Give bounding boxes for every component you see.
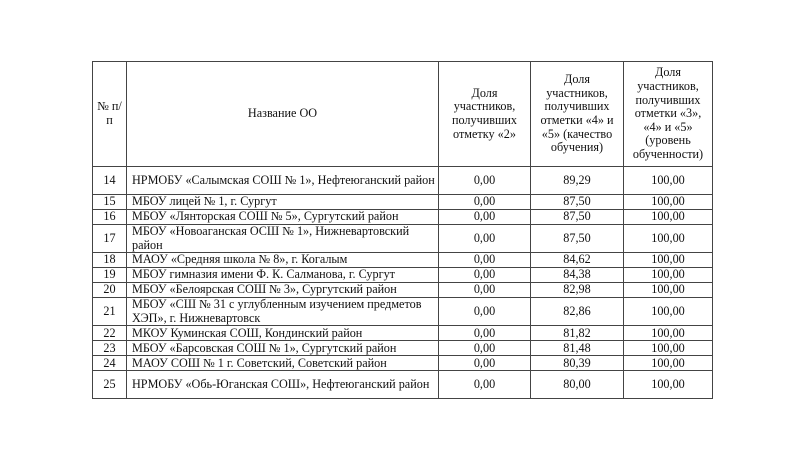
quality-value: 81,82 bbox=[531, 326, 624, 341]
quality-value: 81,48 bbox=[531, 341, 624, 356]
row-number: 16 bbox=[93, 210, 127, 225]
school-name: МБОУ «СШ № 31 с углубленным изучением предметов ХЭП», г. Нижневартовск bbox=[127, 298, 439, 326]
share-grade-2: 0,00 bbox=[439, 210, 531, 225]
share-grade-2: 0,00 bbox=[439, 298, 531, 326]
share-grade-2: 0,00 bbox=[439, 356, 531, 371]
school-name: МАОУ «Средняя школа № 8», г. Когалым bbox=[127, 253, 439, 268]
table-row bbox=[93, 268, 713, 283]
table-row bbox=[93, 195, 713, 210]
level-value: 100,00 bbox=[624, 167, 713, 195]
school-name: МБОУ гимназия имени Ф. К. Салманова, г. Сургут bbox=[127, 268, 439, 283]
row-number: 22 bbox=[93, 326, 127, 341]
share-grade-2: 0,00 bbox=[439, 225, 531, 253]
school-name: МБОУ «Новоаганская ОСШ № 1», Нижневартовский район bbox=[127, 225, 439, 253]
row-number: 23 bbox=[93, 341, 127, 356]
table-row bbox=[93, 356, 713, 371]
quality-value: 87,50 bbox=[531, 210, 624, 225]
share-grade-2: 0,00 bbox=[439, 283, 531, 298]
table-row bbox=[93, 225, 713, 253]
quality-value: 87,50 bbox=[531, 225, 624, 253]
school-name: МБОУ «Барсовская СОШ № 1», Сургутский район bbox=[127, 341, 439, 356]
quality-value: 87,50 bbox=[531, 195, 624, 210]
table-row bbox=[93, 371, 713, 399]
row-number: 15 bbox=[93, 195, 127, 210]
quality-value: 82,98 bbox=[531, 283, 624, 298]
row-number: 17 bbox=[93, 225, 127, 253]
share-grade-2: 0,00 bbox=[439, 341, 531, 356]
row-number: 24 bbox=[93, 356, 127, 371]
school-name: МБОУ «Белоярская СОШ № 3», Сургутский район bbox=[127, 283, 439, 298]
results-table bbox=[92, 61, 713, 399]
school-name: НРМОБУ «Салымская СОШ № 1», Нефтеюганский район bbox=[127, 167, 439, 195]
level-value: 100,00 bbox=[624, 283, 713, 298]
quality-value: 80,39 bbox=[531, 356, 624, 371]
share-grade-2: 0,00 bbox=[439, 253, 531, 268]
table-row bbox=[93, 253, 713, 268]
share-grade-2: 0,00 bbox=[439, 268, 531, 283]
quality-value: 84,38 bbox=[531, 268, 624, 283]
quality-value: 89,29 bbox=[531, 167, 624, 195]
level-value: 100,00 bbox=[624, 195, 713, 210]
share-grade-2: 0,00 bbox=[439, 195, 531, 210]
table-row bbox=[93, 210, 713, 225]
row-number: 19 bbox=[93, 268, 127, 283]
level-value: 100,00 bbox=[624, 341, 713, 356]
table-row bbox=[93, 341, 713, 356]
quality-value: 84,62 bbox=[531, 253, 624, 268]
school-name: НРМОБУ «Обь-Юганская СОШ», Нефтеюганский район bbox=[127, 371, 439, 399]
row-number: 14 bbox=[93, 167, 127, 195]
quality-value: 80,00 bbox=[531, 371, 624, 399]
table-row bbox=[93, 298, 713, 326]
row-number: 21 bbox=[93, 298, 127, 326]
level-value: 100,00 bbox=[624, 253, 713, 268]
share-grade-2: 0,00 bbox=[439, 371, 531, 399]
table-header-row bbox=[93, 62, 713, 167]
level-value: 100,00 bbox=[624, 210, 713, 225]
school-name: МКОУ Куминская СОШ, Кондинский район bbox=[127, 326, 439, 341]
school-name: МБОУ «Лянторская СОШ № 5», Сургутский район bbox=[127, 210, 439, 225]
header-school-name: Название ОО bbox=[127, 62, 439, 167]
level-value: 100,00 bbox=[624, 371, 713, 399]
header-number: № п/п bbox=[93, 62, 127, 167]
level-value: 100,00 bbox=[624, 326, 713, 341]
level-value: 100,00 bbox=[624, 225, 713, 253]
header-quality: Доля участников, получивших отметки «4» и «5» (качество обучения) bbox=[531, 62, 624, 167]
row-number: 18 bbox=[93, 253, 127, 268]
level-value: 100,00 bbox=[624, 356, 713, 371]
table-row bbox=[93, 326, 713, 341]
row-number: 20 bbox=[93, 283, 127, 298]
share-grade-2: 0,00 bbox=[439, 167, 531, 195]
header-level: Доля участников, получивших отметки «3», «4» и «5» (уровень обученности) bbox=[624, 62, 713, 167]
table-row bbox=[93, 283, 713, 298]
school-name: МАОУ СОШ № 1 г. Советский, Советский район bbox=[127, 356, 439, 371]
row-number: 25 bbox=[93, 371, 127, 399]
share-grade-2: 0,00 bbox=[439, 326, 531, 341]
level-value: 100,00 bbox=[624, 298, 713, 326]
table-row bbox=[93, 167, 713, 195]
quality-value: 82,86 bbox=[531, 298, 624, 326]
level-value: 100,00 bbox=[624, 268, 713, 283]
school-name: МБОУ лицей № 1, г. Сургут bbox=[127, 195, 439, 210]
header-share-grade-2: Доля участников, получивших отметку «2» bbox=[439, 62, 531, 167]
